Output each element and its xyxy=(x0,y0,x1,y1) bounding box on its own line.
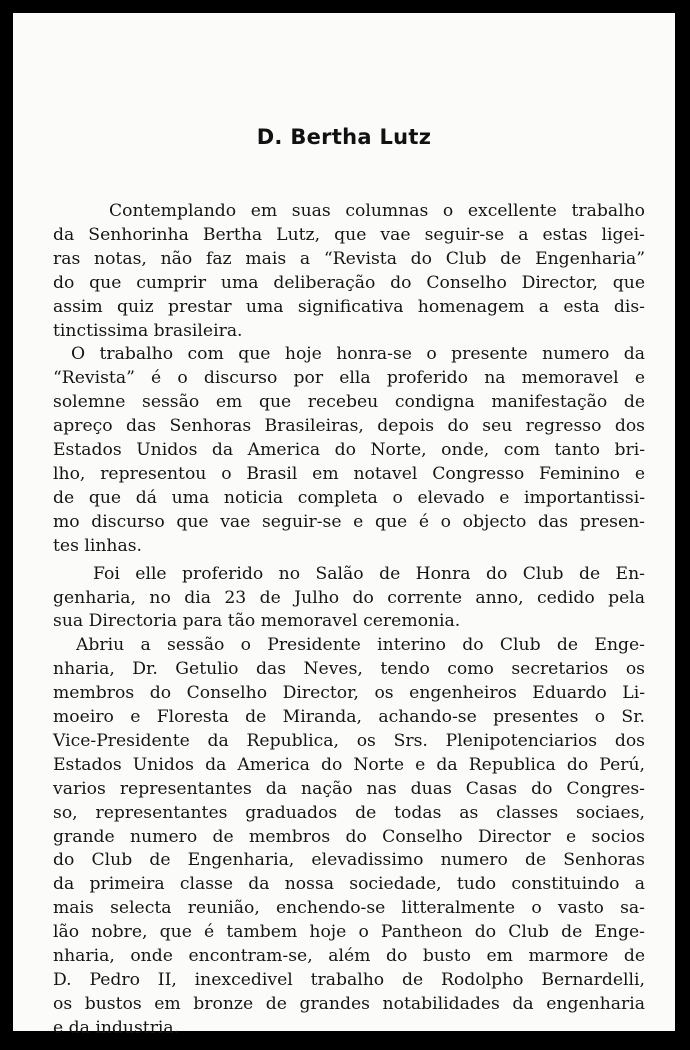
text-line: Estados Unidos da America do Norte, onde, com tanto bri- xyxy=(53,440,645,461)
text-line: D. Pedro II, inexcedivel trabalho de Rodolpho Bernardelli, xyxy=(53,970,645,990)
text-line: assim quiz prestar uma significativa homenagem a esta dis- xyxy=(53,296,645,317)
text-line: nharia, Dr. Getulio das Neves, tendo como secretarios os xyxy=(53,659,645,680)
text-line: Foi elle proferido no Salão de Honra do Club de En- xyxy=(93,563,645,584)
paragraph xyxy=(53,343,645,558)
text-line: moeiro e Floresta de Miranda, achando-se presentes o Sr. xyxy=(53,707,645,728)
document-page xyxy=(13,13,675,1038)
text-line: os bustos em bronze de grandes notabilidades da engenharia xyxy=(53,993,645,1014)
paragraph xyxy=(53,634,645,1040)
text-line: solemne sessão em que recebeu condigna manifestação de xyxy=(53,392,645,413)
text-line: da Senhorinha Bertha Lutz, que vae seguir-se a estas ligei- xyxy=(53,224,645,245)
text-line: Estados Unidos da America do Norte e da Republica do Perú, xyxy=(53,754,645,775)
text-line: Abriu a sessão o Presidente interino do Club de Enge- xyxy=(76,635,645,656)
document-body xyxy=(53,200,645,1041)
text-line: tinctissima brasileira. xyxy=(53,320,243,341)
text-line: Contemplando em suas columnas o excellente trabalho xyxy=(109,201,645,221)
text-line: da primeira classe da nossa sociedade, tudo constituindo a xyxy=(53,874,645,895)
text-line: Vice-Presidente da Republica, os Srs. Plenipotenciarios dos xyxy=(53,730,645,751)
text-line: lho, representou o Brasil em notavel Congresso Feminino e xyxy=(53,463,645,484)
paragraph xyxy=(53,200,645,343)
text-line: varios representantes da nação nas duas Casas do Congres- xyxy=(53,778,645,799)
text-line: nharia, onde encontram-se, além do busto em marmore de xyxy=(53,946,645,967)
text-line: tes linhas. xyxy=(53,535,143,556)
text-line: so, representantes graduados de todas as classes sociaes, xyxy=(53,802,645,823)
page-title: D. Bertha Lutz xyxy=(256,125,432,149)
text-line: mais selecta reunião, enchendo-se litteralmente o vasto sa- xyxy=(53,898,645,919)
text-line: lão nobre, que é tambem hoje o Pantheon do Club de Enge- xyxy=(53,922,645,943)
text-line: e da industria. xyxy=(53,1017,180,1038)
text-line: de que dá uma noticia completa o elevado e importantissi- xyxy=(53,487,645,508)
text-line: ras notas, não faz mais a “Revista do Club de Engenharia” xyxy=(53,248,645,269)
text-line: “Revista” é o discurso por ella proferido na memoravel e xyxy=(53,368,645,389)
text-line: apreço das Senhoras Brasileiras, depois do seu regresso dos xyxy=(53,416,645,437)
text-line: do que cumprir uma deliberação do Conselho Director, que xyxy=(53,272,645,293)
paragraph xyxy=(53,563,645,635)
text-line: grande numero de membros do Conselho Director e socios xyxy=(53,826,645,847)
text-line: sua Directoria para tão memoravel ceremonia. xyxy=(53,611,461,632)
text-line: mo discurso que vae seguir-se e que é o objecto das presen- xyxy=(53,511,645,532)
text-line: do Club de Engenharia, elevadissimo numero de Senhoras xyxy=(53,850,645,871)
text-line: O trabalho com que hoje honra-se o presente numero da xyxy=(71,344,645,365)
text-line: genharia, no dia 23 de Julho do corrente anno, cedido pela xyxy=(53,587,645,608)
text-line: membros do Conselho Director, os engenheiros Eduardo Li- xyxy=(53,683,645,704)
